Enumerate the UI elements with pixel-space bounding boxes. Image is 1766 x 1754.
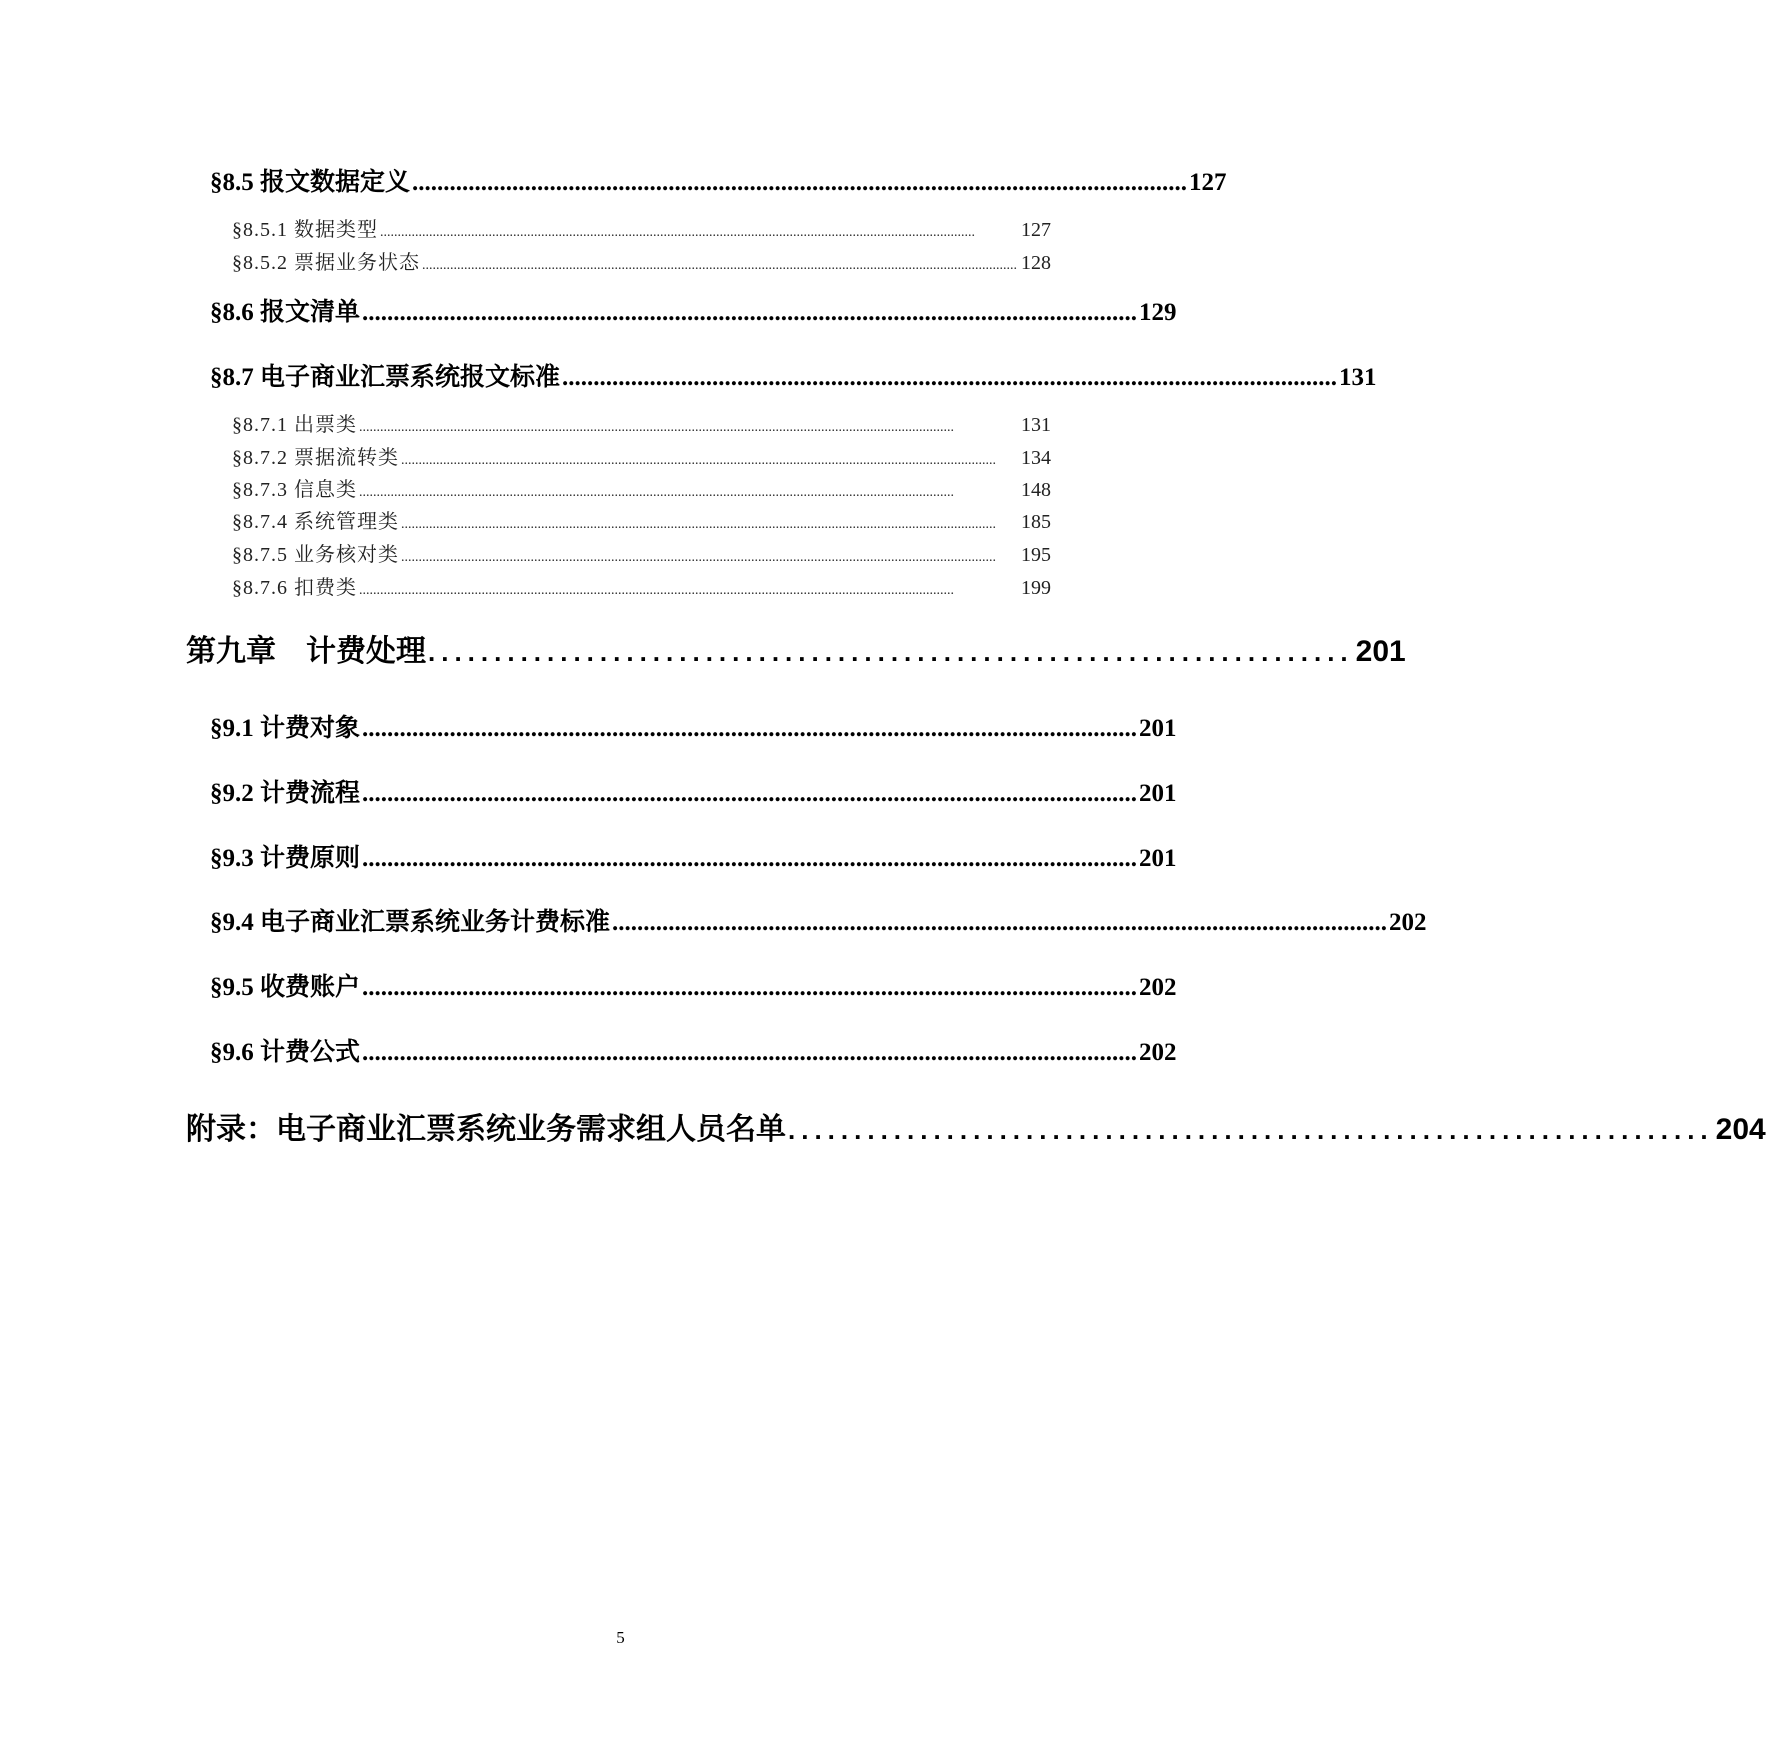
toc-entry-8-5 <box>210 166 1227 200</box>
toc-entry-page: 128 <box>1021 252 1051 274</box>
toc-entry-8-7-4 <box>232 508 1051 536</box>
dot-leader: .......................................................................................................................................................................... <box>401 517 996 532</box>
toc-entry-label: §9.5 收费账户 <box>210 974 361 1001</box>
toc-entry-9-4 <box>210 906 1427 940</box>
toc-entry-label: §8.7.5 业务核对类 <box>232 544 399 566</box>
dot-leader: ............................................................................................................................ <box>362 974 1138 1001</box>
dot-leader: ............................................................................................................................ <box>362 845 1138 872</box>
toc-entry-8-7-1 <box>232 411 1051 439</box>
dot-leader: .......................................................................................................................................................................... <box>380 225 975 240</box>
toc-entry-page: 148 <box>1021 479 1051 501</box>
dot-leader: ............................................................................................................................ <box>362 299 1138 326</box>
toc-entry-page: 201 <box>1139 780 1177 807</box>
dot-leader: ............................................................................................................................ <box>612 909 1388 936</box>
toc-entry-page: 204 <box>1715 1113 1766 1146</box>
toc-entry-page: 131 <box>1021 414 1051 436</box>
toc-entry-page: 129 <box>1139 299 1177 326</box>
toc-entry-label: §8.7.1 出票类 <box>232 414 357 436</box>
dot-leader: ............................................................................................................................ <box>412 169 1188 196</box>
toc-entry-label: 第九章 计费处理 <box>186 635 426 668</box>
toc-entry-8-7-3 <box>232 476 1051 504</box>
dot-leader: ............................................................................................................................ <box>562 364 1338 391</box>
dot-leader: .......................................................................................................................................................................... <box>401 550 996 565</box>
toc-entry-label: §9.4 电子商业汇票系统业务计费标准 <box>210 909 611 936</box>
toc-entry-page: 202 <box>1389 909 1427 936</box>
toc-entry-8-5-1 <box>232 216 1051 244</box>
toc-entry-8-7-6 <box>232 574 1051 602</box>
toc-entry-label: §8.7.3 信息类 <box>232 479 357 501</box>
toc-entry-9-1 <box>210 712 1177 746</box>
toc-entry-page: 199 <box>1021 577 1051 599</box>
toc-entry-label: §9.1 计费对象 <box>210 715 361 742</box>
dot-leader: ............................................................................................................................ <box>362 715 1138 742</box>
toc-entry-9-5 <box>210 971 1177 1005</box>
dot-leader: ...................................................................... <box>788 1115 1714 1145</box>
toc-entry-label: §8.5.1 数据类型 <box>232 219 378 241</box>
toc-entry-label: §8.7.2 票据流转类 <box>232 447 399 469</box>
toc-entry-page: 134 <box>1021 447 1051 469</box>
toc-entry-9-2 <box>210 777 1177 811</box>
toc-entry-9-6 <box>210 1036 1177 1070</box>
toc-entry-label: §8.5 报文数据定义 <box>210 169 411 196</box>
toc-entry-page: 201 <box>1139 715 1177 742</box>
toc-entry-appendix <box>186 1110 1766 1150</box>
toc-entry-page: 195 <box>1021 544 1051 566</box>
toc-entry-label: §9.2 计费流程 <box>210 780 361 807</box>
toc-entry-label: §8.7 电子商业汇票系统报文标准 <box>210 364 561 391</box>
toc-entry-label: §8.5.2 票据业务状态 <box>232 252 420 274</box>
dot-leader: .......................................................................................................................................................................... <box>359 420 954 435</box>
toc-entry-8-6 <box>210 296 1177 330</box>
toc-entry-8-7-2 <box>232 444 1051 472</box>
toc-entry-label: §8.7.6 扣费类 <box>232 577 357 599</box>
toc-entry-label: §8.7.4 系统管理类 <box>232 511 399 533</box>
toc-entry-8-7 <box>210 361 1377 395</box>
toc-entry-9-3 <box>210 842 1177 876</box>
dot-leader: ...................................................................... <box>428 637 1354 667</box>
dot-leader: .......................................................................................................................................................................... <box>422 258 1017 273</box>
toc-entry-page: 127 <box>1021 219 1051 241</box>
toc-entry-page: 131 <box>1339 364 1377 391</box>
toc-entry-page: 201 <box>1139 845 1177 872</box>
toc-entry-label: 附录：电子商业汇票系统业务需求组人员名单 <box>186 1113 786 1146</box>
toc-entry-8-5-2 <box>232 249 1051 277</box>
toc-entry-8-7-5 <box>232 541 1051 569</box>
dot-leader: ............................................................................................................................ <box>362 1039 1138 1066</box>
toc-entry-page: 127 <box>1189 169 1227 196</box>
toc-entry-label: §8.6 报文清单 <box>210 299 361 326</box>
toc-entry-page: 185 <box>1021 511 1051 533</box>
toc-entry-chapter-9 <box>186 632 1406 672</box>
dot-leader: .......................................................................................................................................................................... <box>359 583 954 598</box>
toc-entry-label: §9.6 计费公式 <box>210 1039 361 1066</box>
dot-leader: .......................................................................................................................................................................... <box>359 485 954 500</box>
toc-entry-label: §9.3 计费原则 <box>210 845 361 872</box>
dot-leader: .......................................................................................................................................................................... <box>401 453 996 468</box>
dot-leader: ............................................................................................................................ <box>362 780 1138 807</box>
toc-entry-page: 202 <box>1139 1039 1177 1066</box>
toc-entry-page: 201 <box>1355 635 1406 668</box>
page-number: 5 <box>616 1628 625 1647</box>
toc-entry-page: 202 <box>1139 974 1177 1001</box>
